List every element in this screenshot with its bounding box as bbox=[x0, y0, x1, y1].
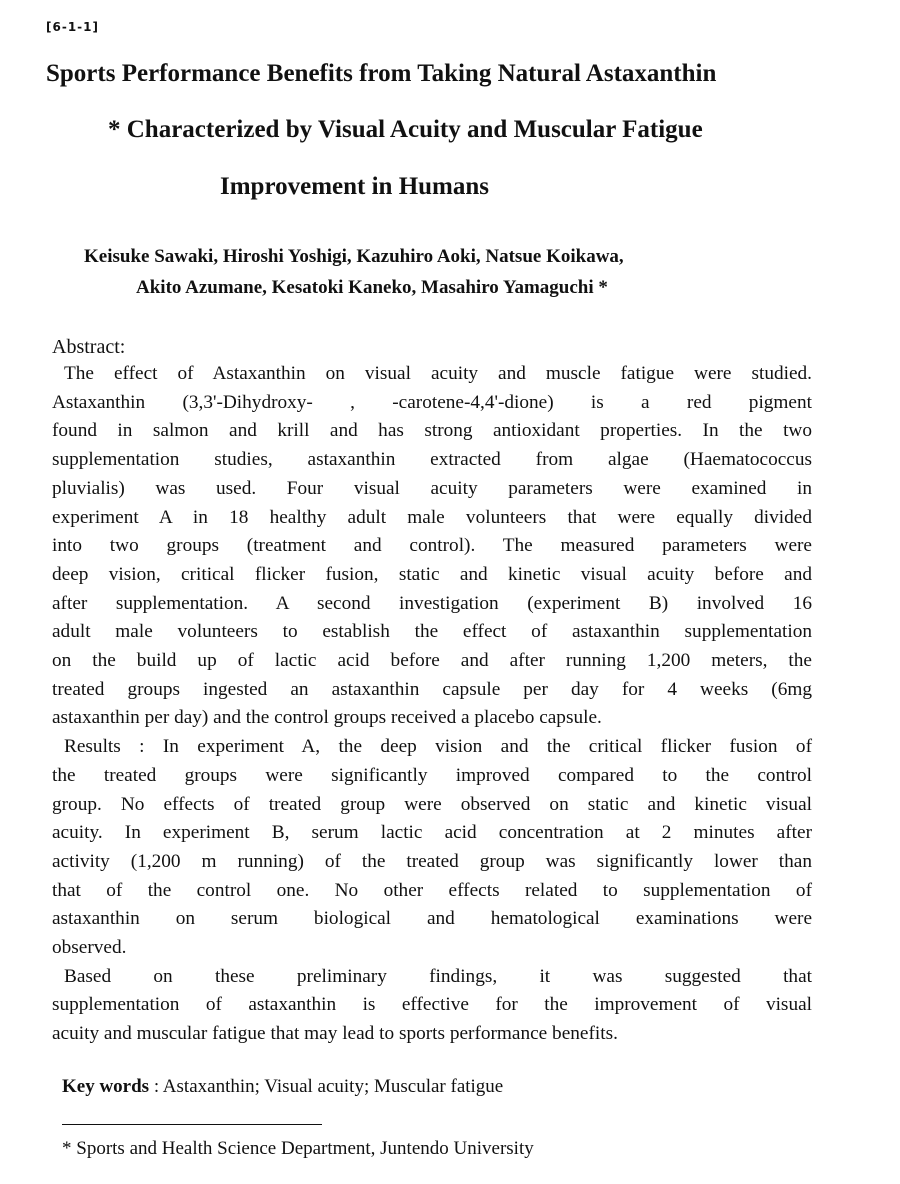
keywords-label: Key words bbox=[62, 1076, 150, 1097]
abstract-line: supplementation of astaxanthin is effective for the improvement of visual bbox=[52, 994, 812, 1016]
page-id: [6-1-1] bbox=[46, 20, 99, 34]
abstract-line: deep vision, critical flicker fusion, static and kinetic visual acuity before and bbox=[52, 563, 812, 585]
title-line-1: Sports Performance Benefits from Taking Natural Astaxanthin bbox=[46, 60, 717, 87]
abstract-line: The effect of Astaxanthin on visual acuity and muscle fatigue were studied. bbox=[64, 363, 812, 384]
keywords bbox=[62, 1076, 503, 1098]
abstract-body bbox=[52, 360, 812, 1049]
title-line-2: * Characterized by Visual Acuity and Muscular Fatigue bbox=[108, 116, 703, 143]
authors-line-2: Akito Azumane, Kesatoki Kaneko, Masahiro Yamaguchi * bbox=[136, 277, 608, 298]
abstract-heading: Abstract: bbox=[52, 336, 126, 358]
abstract-line: pluvialis) was used. Four visual acuity parameters were examined in bbox=[52, 477, 812, 499]
title-line-3: Improvement in Humans bbox=[220, 173, 490, 200]
abstract-line: experiment A in 18 healthy adult male volunteers that were equally divided bbox=[52, 506, 812, 528]
abstract-line: acuity and muscular fatigue that may lead to sports performance benefits. bbox=[52, 1023, 618, 1045]
abstract-line: the treated groups were significantly improved compared to the control bbox=[52, 764, 812, 786]
abstract-line: Results : In experiment A, the deep vision and the critical flicker fusion of bbox=[64, 736, 812, 758]
authors-line-1: Keisuke Sawaki, Hiroshi Yoshigi, Kazuhiro Aoki, Natsue Koikawa, bbox=[84, 246, 624, 267]
abstract-line: into two groups (treatment and control). The measured parameters were bbox=[52, 535, 812, 557]
abstract-line: supplementation studies, astaxanthin extracted from algae (Haematococcus bbox=[52, 449, 812, 471]
abstract-line: observed. bbox=[52, 937, 127, 959]
abstract-line: Astaxanthin (3,3'-Dihydroxy- , -carotene-4,4'-dione) is a red pigment bbox=[52, 391, 812, 413]
footnote-affiliation: * Sports and Health Science Department, Juntendo University bbox=[62, 1138, 534, 1159]
abstract-line: after supplementation. A second investigation (experiment B) involved 16 bbox=[52, 592, 812, 614]
abstract-line: activity (1,200 m running) of the treated group was significantly lower than bbox=[52, 850, 812, 872]
abstract-line: found in salmon and krill and has strong antioxidant properties. In the two bbox=[52, 420, 812, 442]
footnote-divider bbox=[62, 1124, 322, 1125]
abstract-line: astaxanthin per day) and the control groups received a placebo capsule. bbox=[52, 707, 602, 729]
abstract-line: Based on these preliminary findings, it was suggested that bbox=[64, 965, 812, 987]
keywords-text: : Astaxanthin; Visual acuity; Muscular fatigue bbox=[149, 1076, 504, 1097]
abstract-line: that of the control one. No other effects related to supplementation of bbox=[52, 879, 812, 901]
abstract-line: adult male volunteers to establish the effect of astaxanthin supplementation bbox=[52, 621, 812, 643]
abstract-line: astaxanthin on serum biological and hematological examinations were bbox=[52, 908, 812, 930]
abstract-line: group. No effects of treated group were observed on static and kinetic visual bbox=[52, 793, 812, 815]
abstract-line: acuity. In experiment B, serum lactic acid concentration at 2 minutes after bbox=[52, 822, 812, 844]
abstract-line: treated groups ingested an astaxanthin capsule per day for 4 weeks (6mg bbox=[52, 678, 812, 700]
abstract-line: on the build up of lactic acid before and after running 1,200 meters, the bbox=[52, 650, 812, 672]
